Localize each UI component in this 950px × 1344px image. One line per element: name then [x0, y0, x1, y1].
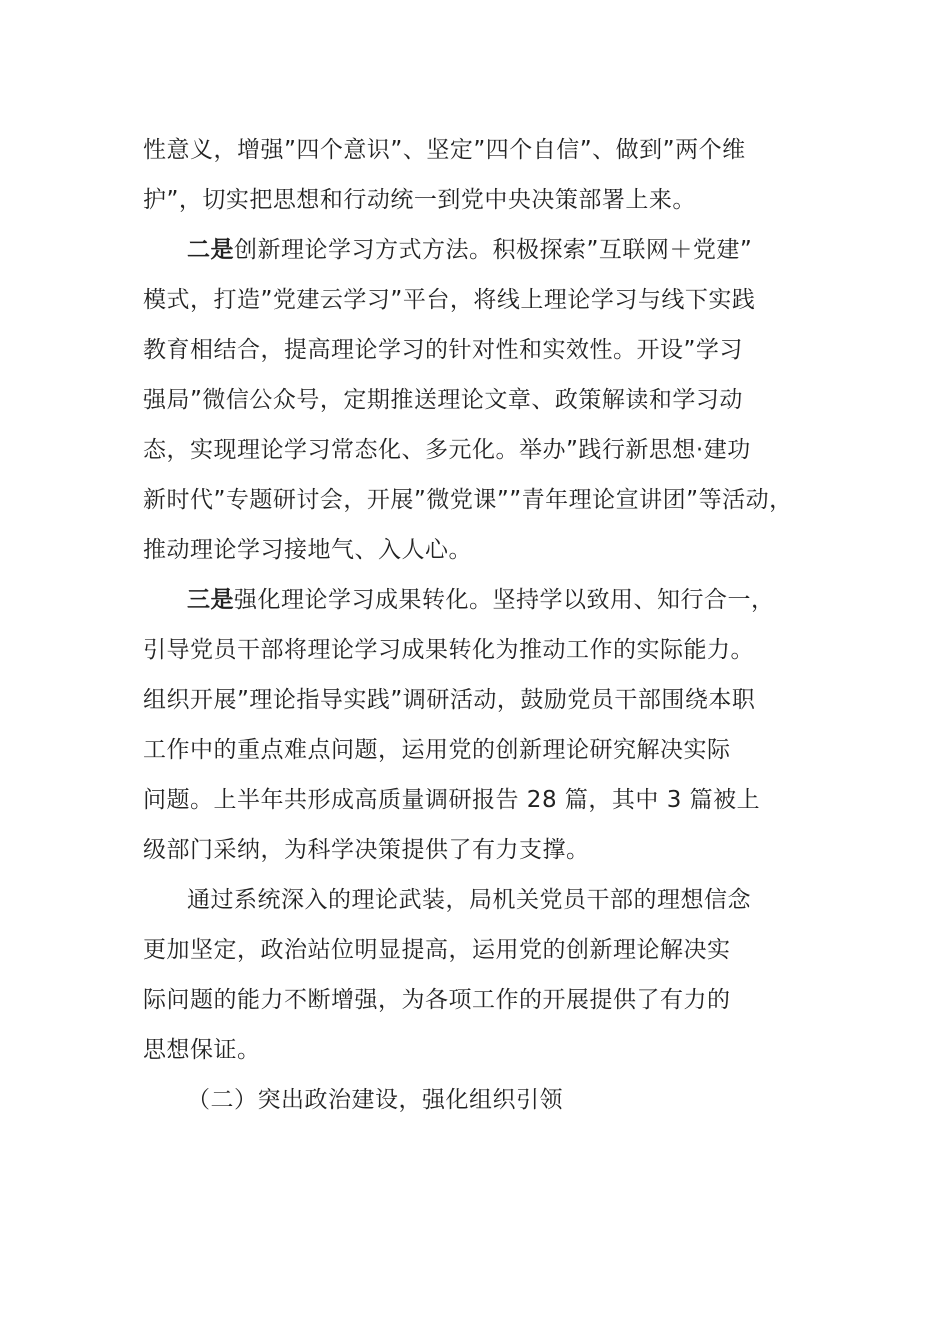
text-span: 引导党员干部将理论学习成果转化为推动工作的实际能力。: [143, 637, 754, 663]
text-span: 教育相结合，提高理论学习的针对性和实效性。开设”学习: [143, 337, 743, 363]
text-line-12: [143, 685, 755, 715]
paragraph-two-first-line: [187, 235, 752, 265]
text-span: 护”，切实把思想和行动统一到党中央决策部署上来。: [143, 187, 696, 213]
text-span: 性意义，增强”四个意识”、坚定”四个自信”、做到”两个维: [143, 137, 746, 163]
lead-phrase-two: 二是: [187, 237, 234, 263]
text-line-18: [143, 985, 731, 1015]
text-span: 态，实现理论学习常态化、多元化。举办”践行新思想·建功: [143, 437, 751, 463]
text-span: 组织开展”理论指导实践”调研活动，鼓励党员干部围绕本职: [143, 687, 756, 713]
text-span: 强局”微信公众号，定期推送理论文章、政策解读和学习动: [143, 387, 743, 413]
paragraph-three-first-line: [187, 585, 775, 615]
text-line-14: [143, 785, 760, 815]
text-line-1: [143, 135, 746, 165]
text-line-4: [143, 285, 755, 315]
text-line-6: [143, 385, 743, 415]
text-span: 工作中的重点难点问题，运用党的创新理论研究解决实际: [143, 737, 731, 763]
text-line-5: [143, 335, 743, 365]
text-line-15: [143, 835, 590, 865]
text-line-13: [143, 735, 731, 765]
text-span: 模式，打造”党建云学习”平台，将线上理论学习与线下实践: [143, 287, 756, 313]
text-line-7: [143, 435, 751, 465]
text-line-11: [143, 635, 754, 665]
text-span: 更加坚定，政治站位明显提高，运用党的创新理论解决实: [143, 937, 731, 963]
section-heading: [187, 1085, 563, 1115]
text-span: 问题。上半年共形成高质量调研报告 28 篇，其中 3 篇被上: [143, 787, 761, 813]
text-span: 通过系统深入的理论武装，局机关党员干部的理想信念: [187, 887, 751, 913]
text-span: 级部门采纳，为科学决策提供了有力支撑。: [143, 837, 590, 863]
text-line-8: [143, 485, 793, 515]
paragraph-summary-first-line: [187, 885, 751, 915]
text-span: 新时代”专题研讨会，开展”微党课””青年理论宣讲团”等活动，: [143, 487, 793, 513]
text-span: 创新理论学习方式方法。积极探索”互联网＋党建”: [234, 237, 753, 263]
text-line-17: [143, 935, 731, 965]
text-span: 际问题的能力不断增强，为各项工作的开展提供了有力的: [143, 987, 731, 1013]
text-line-19: [143, 1035, 261, 1065]
text-span: 强化理论学习成果转化。坚持学以致用、知行合一，: [234, 587, 775, 613]
text-line-9: [143, 535, 472, 565]
lead-phrase-three: 三是: [187, 587, 234, 613]
text-span: 思想保证。: [143, 1037, 261, 1063]
text-span: 推动理论学习接地气、入人心。: [143, 537, 472, 563]
section-heading-text: （二）突出政治建设，强化组织引领: [187, 1087, 563, 1113]
text-line-2: [143, 185, 696, 215]
